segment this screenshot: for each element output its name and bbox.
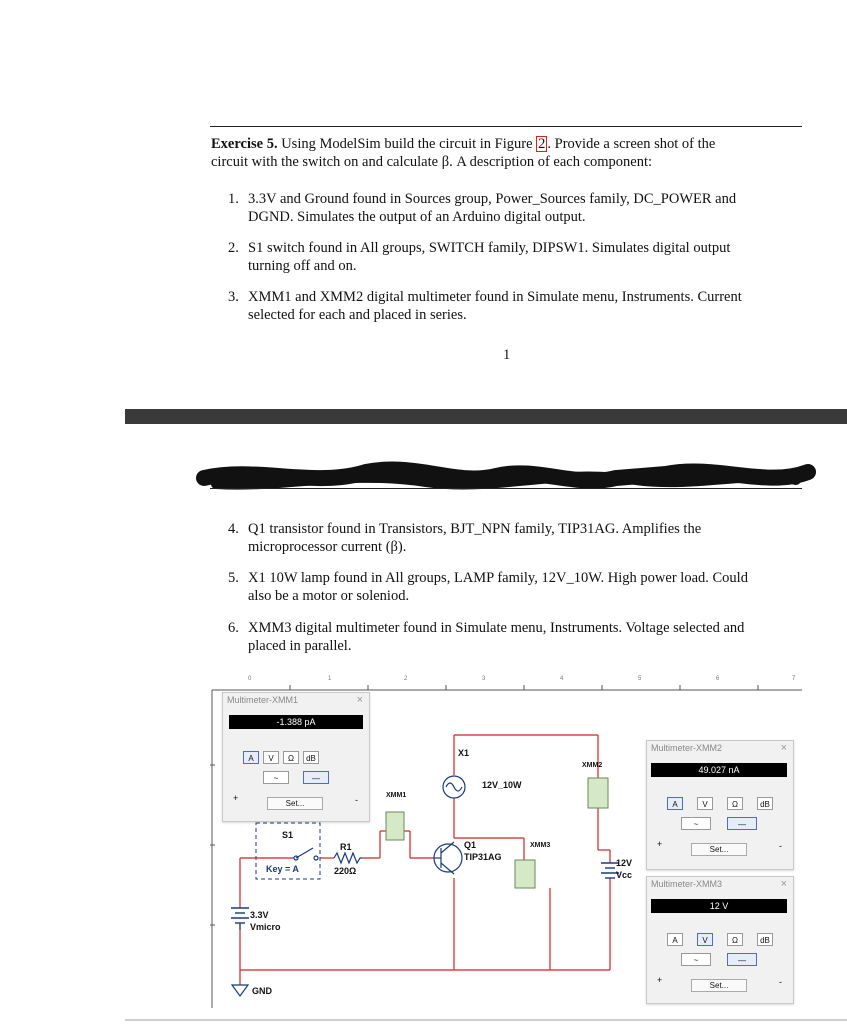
window-title: Multimeter-XMM2 <box>651 743 723 753</box>
list-number: 2. <box>228 240 239 256</box>
ammeter-mode-button[interactable]: A <box>667 797 683 810</box>
redaction-scribble <box>196 458 816 498</box>
list-text: Q1 transistor found in Transistors, BJT_NPN family, TIP31AG. Amplifies the <box>248 521 702 537</box>
list-text: placed in parallel. <box>248 638 352 654</box>
minus-terminal: - <box>779 841 782 851</box>
vcc-voltage-label: 12V <box>616 858 633 868</box>
ruler-tick: 3 <box>482 676 486 682</box>
list-text: XMM1 and XMM2 digital multimeter found in Simulate menu, Instruments. Current <box>248 289 742 305</box>
ruler-tick: 4 <box>560 676 564 682</box>
list-number: 5. <box>228 570 239 586</box>
intro-text: Using ModelSim build the circuit in Figure <box>281 136 533 152</box>
ac-button[interactable]: ~ <box>263 771 289 784</box>
list-text: selected for each and placed in series. <box>248 307 467 323</box>
bottom-rule <box>125 1019 847 1021</box>
db-mode-button[interactable]: dB <box>757 933 773 946</box>
transistor-part-label: TIP31AG <box>464 852 502 862</box>
ammeter-mode-button[interactable]: A <box>667 933 683 946</box>
page-separator <box>125 409 847 424</box>
multimeter-xmm1-window[interactable] <box>222 692 370 822</box>
ac-button[interactable]: ~ <box>681 817 711 830</box>
voltmeter-mode-button[interactable]: V <box>263 751 279 764</box>
window-title: Multimeter-XMM1 <box>227 695 299 705</box>
ruler-tick: 7 <box>792 676 796 682</box>
ohmmeter-mode-button[interactable]: Ω <box>727 933 743 946</box>
transistor-ref-label: Q1 <box>464 840 477 850</box>
gnd-label: GND <box>252 986 272 996</box>
dc-button[interactable]: — <box>303 771 329 784</box>
top-rule-page2 <box>210 488 802 489</box>
meter-display: 12 V <box>651 899 787 913</box>
vmicro-voltage-label: 3.3V <box>250 910 269 920</box>
ruler-tick: 2 <box>404 676 408 682</box>
close-icon[interactable]: × <box>356 694 363 706</box>
list-text: X1 10W lamp found in All groups, LAMP family, 12V_10W. High power load. Could <box>248 570 748 586</box>
xmm1-label: XMM1 <box>386 792 407 799</box>
intro-line-2: circuit with the switch on and calculate β. A description of each component: <box>211 154 653 170</box>
list-number: 4. <box>228 521 239 537</box>
dc-button[interactable]: — <box>727 953 757 966</box>
ruler-tick: 6 <box>716 676 720 682</box>
multimeter-xmm3-window[interactable] <box>646 876 794 1004</box>
minus-terminal: - <box>355 795 358 805</box>
plus-terminal: + <box>657 975 663 985</box>
lamp-value-label: 12V_10W <box>482 780 522 790</box>
list-text: turning off and on. <box>248 258 357 274</box>
voltmeter-mode-button[interactable]: V <box>697 797 713 810</box>
resistor-value-label: 220Ω <box>334 866 357 876</box>
vmicro-label: Vmicro <box>250 922 281 932</box>
ruler-tick: 1 <box>328 676 332 682</box>
figure-reference-link[interactable]: 2 <box>538 136 546 152</box>
exercise-intro <box>211 135 803 171</box>
close-icon[interactable]: × <box>780 742 787 754</box>
window-title: Multimeter-XMM3 <box>651 879 723 889</box>
ac-button[interactable]: ~ <box>681 953 711 966</box>
list-text: XMM3 digital multimeter found in Simulate menu, Instruments. Voltage selected and <box>248 620 745 636</box>
dc-button[interactable]: — <box>727 817 757 830</box>
meter-display: -1.388 pA <box>229 715 363 729</box>
list-number: 1. <box>228 191 239 207</box>
switch-ref-label: S1 <box>282 830 294 840</box>
ammeter-mode-button[interactable]: A <box>243 751 259 764</box>
switch-key-label: Key = A <box>266 864 299 874</box>
db-mode-button[interactable]: dB <box>303 751 319 764</box>
list-text: microprocessor current (β). <box>248 539 407 555</box>
close-icon[interactable]: × <box>780 878 787 890</box>
page-number: 1 <box>503 347 511 363</box>
intro-text-post: . Provide a screen shot of the <box>547 136 716 152</box>
top-rule <box>210 126 802 127</box>
voltmeter-mode-button[interactable]: V <box>697 933 713 946</box>
ruler-tick: 5 <box>638 676 642 682</box>
list-text: also be a motor or soleniod. <box>248 588 410 604</box>
list-text: 3.3V and Ground found in Sources group, Power_Sources family, DC_POWER and <box>248 191 737 207</box>
list-number: 3. <box>228 289 239 305</box>
list-text: S1 switch found in All groups, SWITCH family, DIPSW1. Simulates digital output <box>248 240 731 256</box>
exercise-heading: Exercise 5. <box>211 136 278 152</box>
lamp-ref-label: X1 <box>458 748 470 758</box>
set-button[interactable]: Set... <box>691 979 747 992</box>
set-button[interactable]: Set... <box>267 797 323 810</box>
meter-display: 49.027 nA <box>651 763 787 777</box>
list-number: 6. <box>228 620 239 636</box>
ruler-tick: 0 <box>248 676 252 682</box>
set-button[interactable]: Set... <box>691 843 747 856</box>
xmm3-label: XMM3 <box>530 842 551 849</box>
vcc-label: Vcc <box>616 870 633 880</box>
list-text: DGND. Simulates the output of an Arduino digital output. <box>248 209 586 225</box>
ohmmeter-mode-button[interactable]: Ω <box>727 797 743 810</box>
plus-terminal: + <box>233 793 239 803</box>
multimeter-xmm2-window[interactable] <box>646 740 794 870</box>
xmm2-label: XMM2 <box>582 762 603 769</box>
resistor-ref-label: R1 <box>340 842 352 852</box>
minus-terminal: - <box>779 977 782 987</box>
ohmmeter-mode-button[interactable]: Ω <box>283 751 299 764</box>
db-mode-button[interactable]: dB <box>757 797 773 810</box>
plus-terminal: + <box>657 839 663 849</box>
